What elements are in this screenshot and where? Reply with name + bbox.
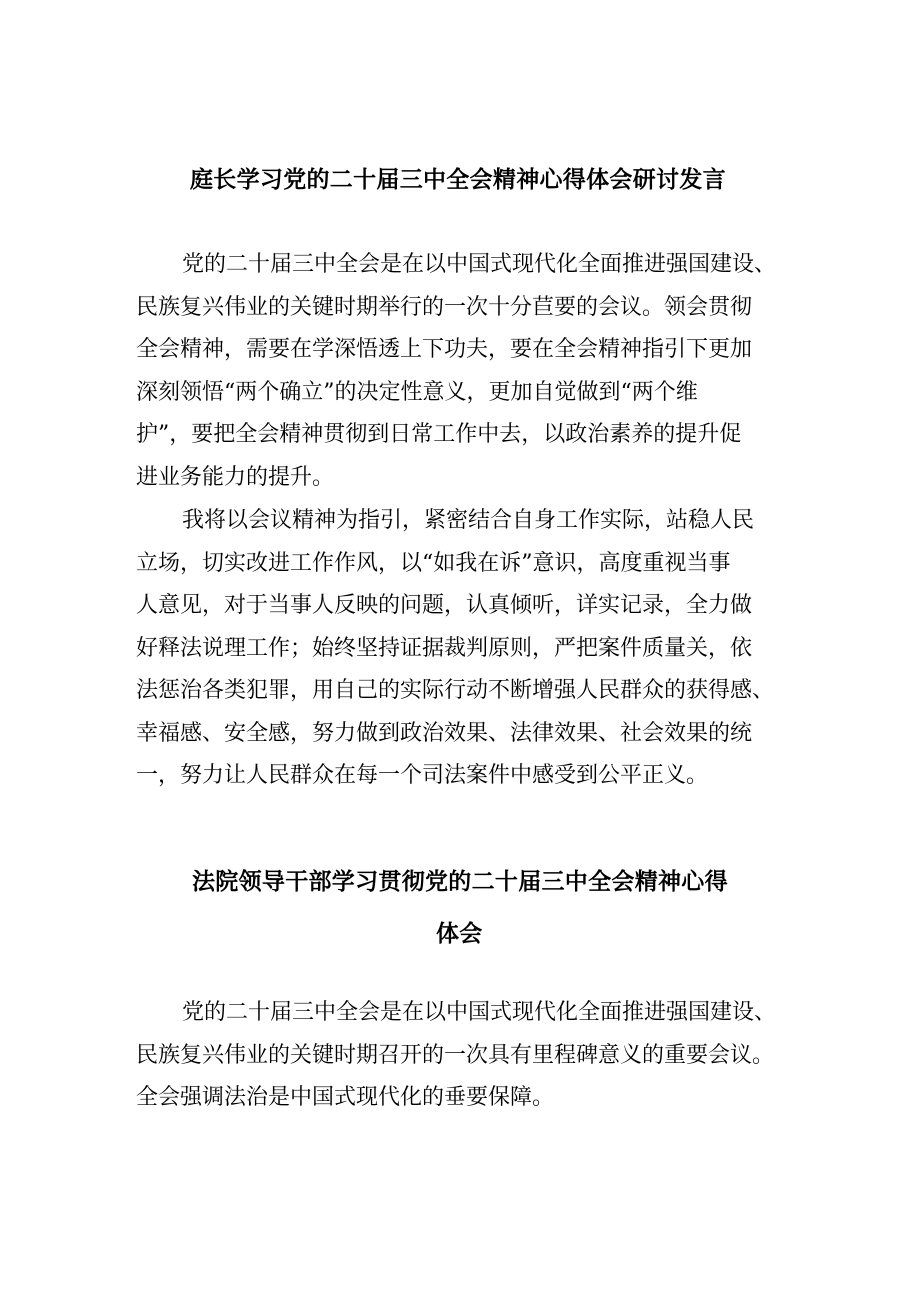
text-line: 幸福感、安全感，努力做到政治效果、法律效果、社会效果的统 (136, 720, 753, 746)
text-line: 全会强调法治是中国式现代化的垂要保障。 (136, 1085, 555, 1110)
text-line: 立场，切实改进工作作风，以“如我在诉”意识，高度重视当事 (136, 550, 731, 576)
text-line: 进业务能力的提升。 (136, 464, 335, 490)
section-1-title-line-1: 庭长学习党的二十届三中全会精神心得体会研讨发言 (190, 166, 726, 193)
section-1-paragraph-2 (136, 500, 796, 798)
text-line: 法惩治各类犯罪，用自己的实际行动不断增强人民群众的获得感、 (136, 678, 775, 703)
section-1-title (190, 154, 726, 206)
text-line: 党的二十届三中全会是在以中国式现代化全面推进强国建设、 (182, 1000, 777, 1025)
text-line: 民族复兴伟业的关键时期召开的一次具有里程碑意义的重要会议。 (136, 1042, 775, 1068)
text-line: 人意见，对于当事人反映的问题，认真倾听，详实记录，全力做 (136, 593, 753, 618)
text-line: 护”，要把全会精神贯彻到日常工作中去，以政治素养的提升促 (136, 422, 742, 447)
section-2-paragraph-1 (136, 992, 796, 1120)
section-1-paragraph-1 (136, 244, 796, 499)
text-line: 深刻领悟“两个确立”的决定性意义，更加自觉做到“两个维 (136, 379, 698, 405)
text-line: 党的二十届三中全会是在以中国式现代化全面推进强国建设、 (182, 252, 777, 277)
text-line: 全会精神，需要在学深悟透上下功夫，要在全会精神指引下更加 (136, 337, 753, 362)
section-2-title (192, 856, 728, 960)
section-2-title-line-2: 体会 (436, 920, 483, 947)
section-2-title-line-1: 法院领导干部学习贯彻党的二十届三中全会精神心得 (192, 868, 728, 895)
text-line: 一，努力让人民群众在每一个司法案件中感受到公平正义。 (136, 763, 709, 788)
text-line: 好释法说理工作；始终坚持证据裁判原则，严把案件质量关，依 (136, 635, 753, 661)
text-line: 我将以会议精神为指引，紧密结合自身工作实际，站稳人民 (182, 508, 755, 533)
text-line: 民族复兴伟业的关键时期举行的一次十分苣要的会议。领会贯彻 (136, 294, 753, 320)
